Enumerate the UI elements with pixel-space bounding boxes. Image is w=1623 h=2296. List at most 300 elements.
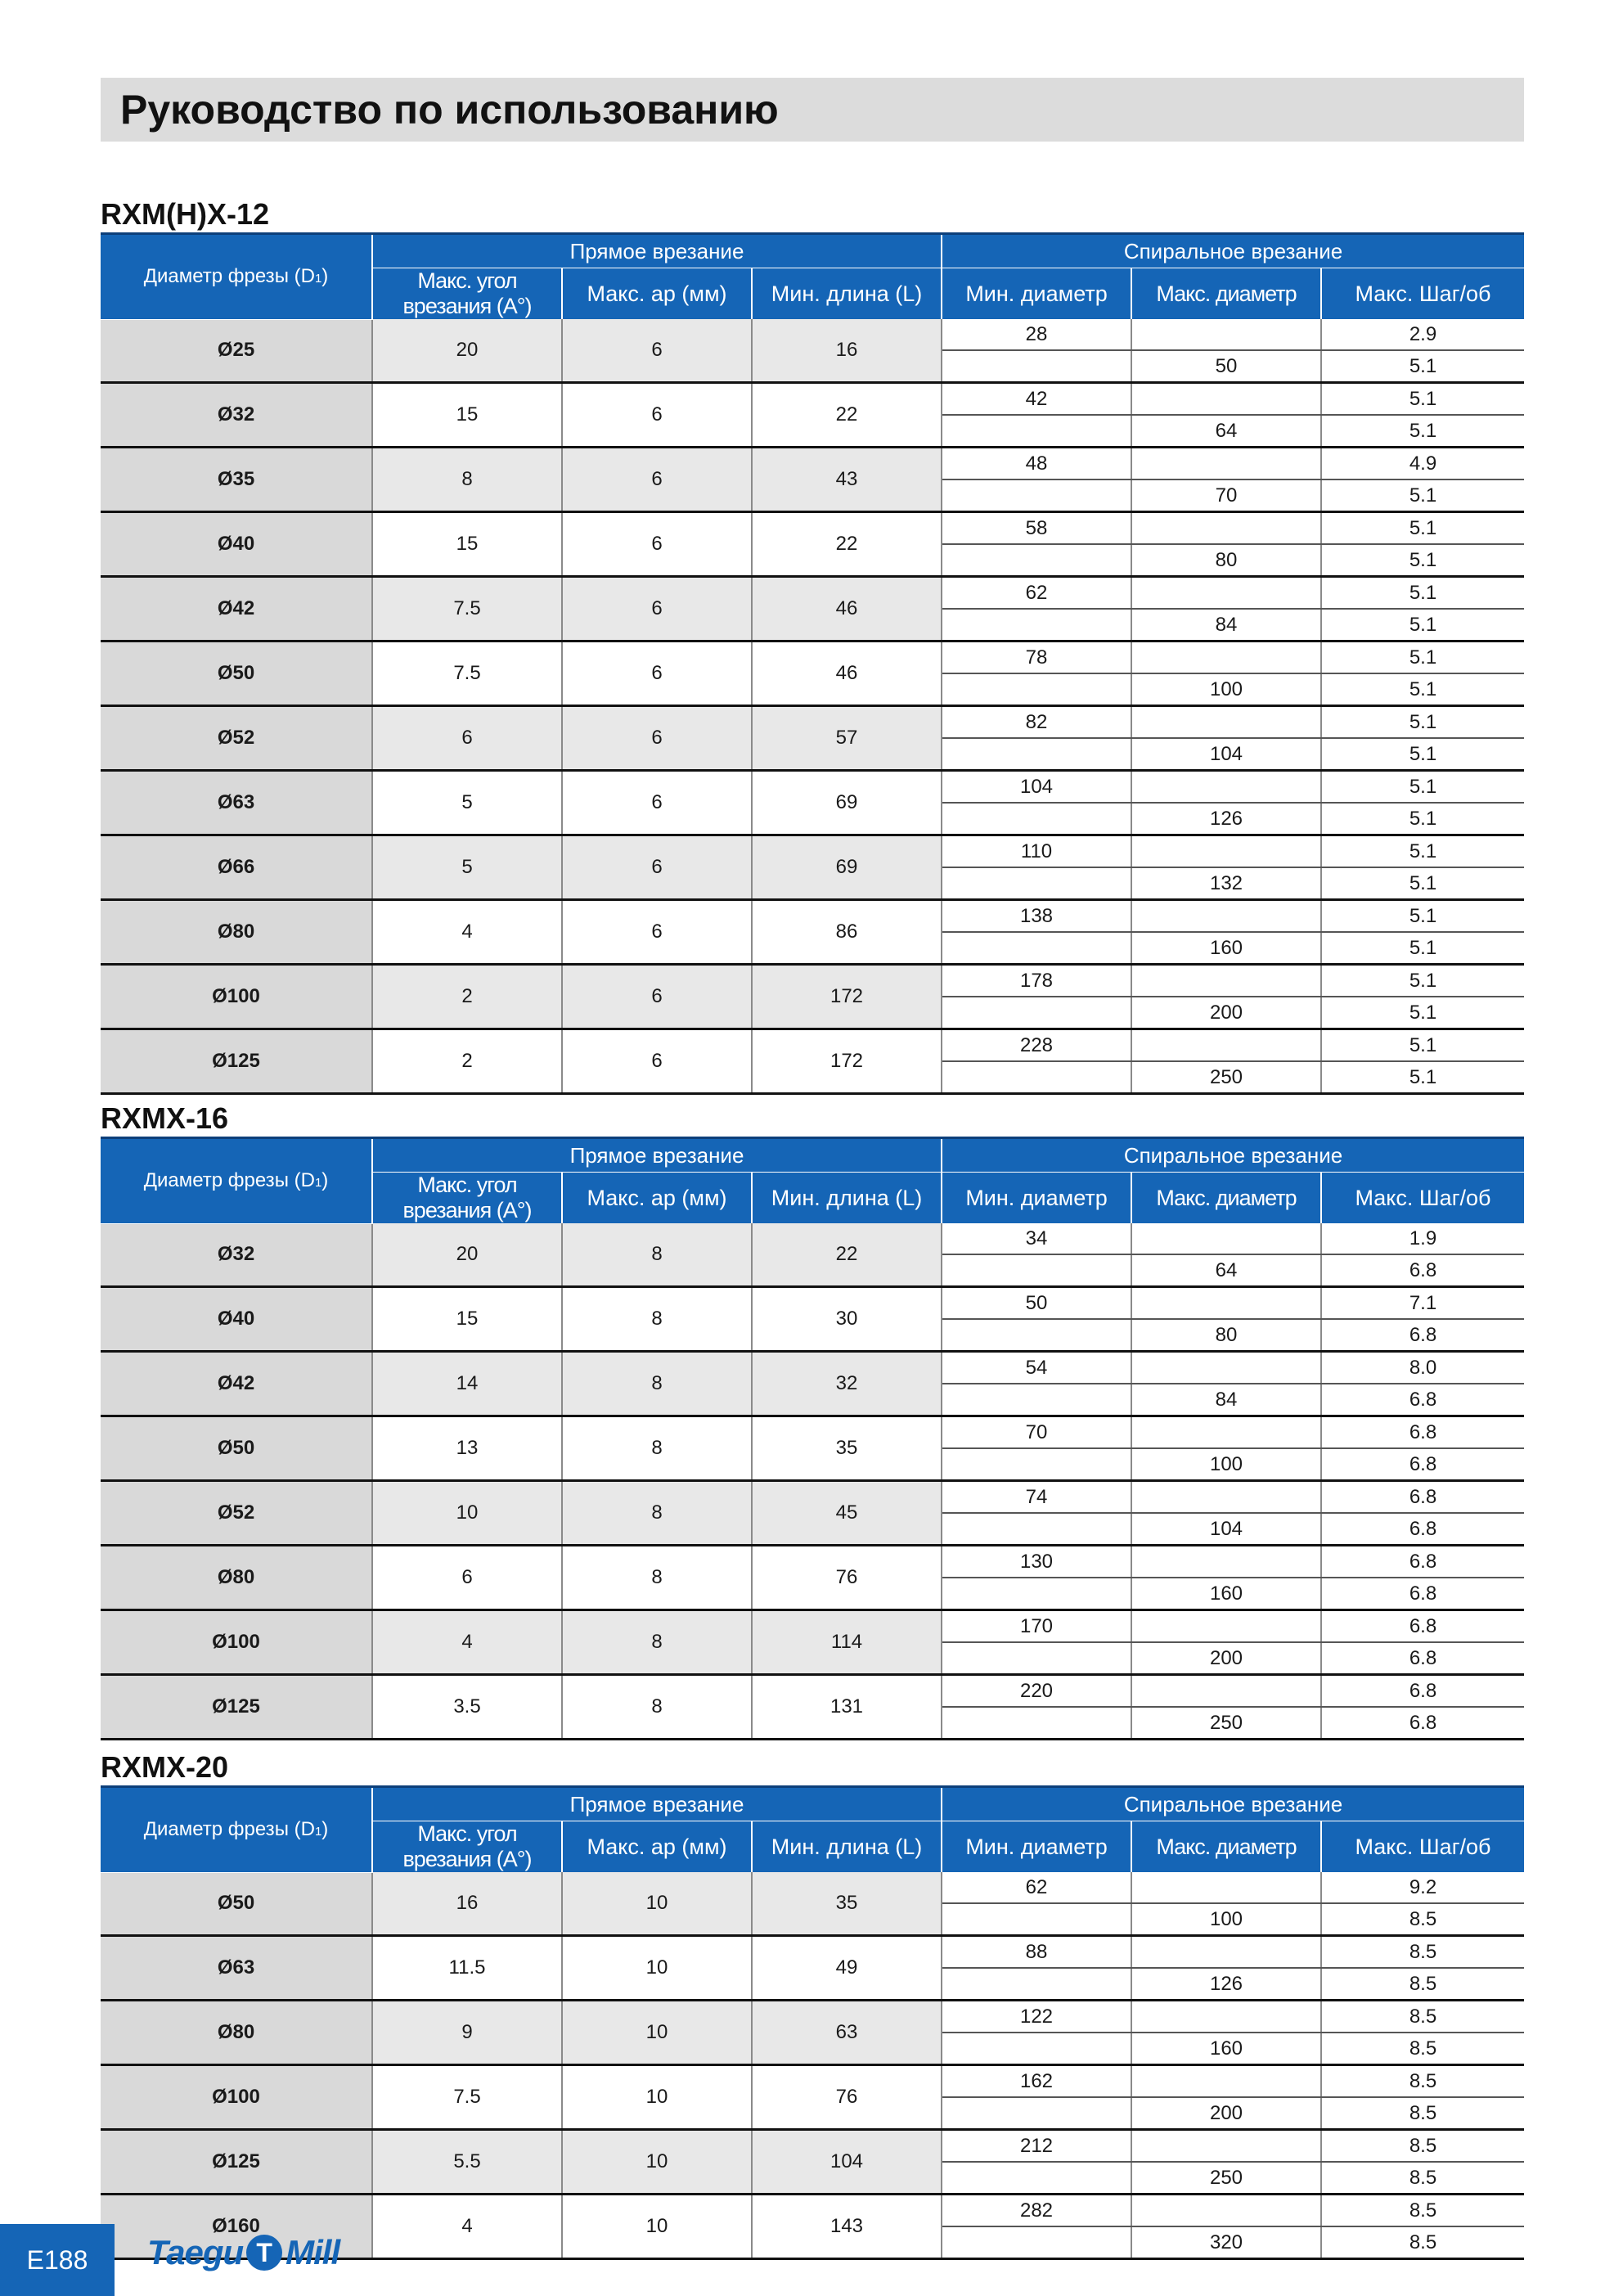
cell-max-angle: 15 <box>372 1287 562 1352</box>
cell-cutter-diameter: Ø50 <box>101 1416 372 1481</box>
cell-pitch-min: 8.5 <box>1321 2130 1524 2163</box>
cell-empty <box>1131 2130 1321 2163</box>
section-title: RXM(H)X-12 <box>101 197 270 231</box>
header-min-length: Мин. длина (L) <box>752 1173 942 1224</box>
cell-min-length: 45 <box>752 1481 942 1546</box>
cell-empty <box>942 997 1131 1029</box>
cell-pitch-max: 5.1 <box>1321 673 1524 706</box>
cell-empty <box>942 2226 1131 2259</box>
header-max-diameter: Макс. диаметр <box>1131 1173 1321 1224</box>
cell-min-diameter: 104 <box>942 771 1131 804</box>
cell-min-length: 63 <box>752 2001 942 2065</box>
cell-pitch-min: 8.5 <box>1321 2001 1524 2033</box>
cell-pitch-min: 6.8 <box>1321 1610 1524 1643</box>
header-max-pitch: Макс. Шаг/об <box>1321 1173 1524 1224</box>
cell-max-ap: 10 <box>562 2001 752 2065</box>
header-max-angle: Макс. угол врезания (A°) <box>372 1173 562 1224</box>
cell-empty <box>1131 1610 1321 1643</box>
cell-cutter-diameter: Ø52 <box>101 1481 372 1546</box>
cell-empty <box>1131 1029 1321 1062</box>
cell-min-length: 69 <box>752 771 942 835</box>
cell-min-diameter: 220 <box>942 1675 1131 1708</box>
cell-empty <box>942 415 1131 448</box>
cell-max-ap: 6 <box>562 383 752 448</box>
cell-cutter-diameter: Ø80 <box>101 1546 372 1610</box>
cell-cutter-diameter: Ø32 <box>101 383 372 448</box>
cell-min-diameter: 78 <box>942 642 1131 674</box>
table-row <box>101 1029 1524 1062</box>
cell-cutter-diameter: Ø63 <box>101 771 372 835</box>
cell-pitch-max: 8.5 <box>1321 1903 1524 1936</box>
cell-pitch-max: 5.1 <box>1321 544 1524 577</box>
cell-min-diameter: 54 <box>942 1352 1131 1384</box>
cell-max-ap: 6 <box>562 900 752 965</box>
cell-min-length: 35 <box>752 1416 942 1481</box>
cell-max-angle: 4 <box>372 2195 562 2259</box>
header-diameter-subscript: 1 <box>314 272 322 286</box>
cell-min-length: 143 <box>752 2195 942 2259</box>
cell-cutter-diameter: Ø40 <box>101 1287 372 1352</box>
cell-empty <box>1131 2065 1321 2098</box>
cell-max-angle: 11.5 <box>372 1936 562 2001</box>
cell-cutter-diameter: Ø63 <box>101 1936 372 2001</box>
cell-cutter-diameter: Ø50 <box>101 642 372 706</box>
header-spiral-plunge: Спиральное врезание <box>942 1787 1524 1821</box>
section-rxmx-16 <box>101 1101 1524 1740</box>
cell-max-diameter: 104 <box>1131 1513 1321 1546</box>
cell-cutter-diameter: Ø100 <box>101 2065 372 2130</box>
table-row <box>101 1546 1524 1578</box>
cell-empty <box>942 479 1131 512</box>
cell-max-diameter: 160 <box>1131 2033 1321 2065</box>
cell-empty <box>942 867 1131 900</box>
table-row <box>101 1610 1524 1643</box>
table-row <box>101 900 1524 933</box>
cell-empty <box>942 2162 1131 2195</box>
cell-max-angle: 16 <box>372 1872 562 1936</box>
cell-cutter-diameter: Ø125 <box>101 2130 372 2195</box>
cell-pitch-min: 5.1 <box>1321 1029 1524 1062</box>
cell-max-diameter: 100 <box>1131 1448 1321 1481</box>
cell-max-angle: 9 <box>372 2001 562 2065</box>
cell-empty <box>1131 1872 1321 1903</box>
cell-max-diameter: 320 <box>1131 2226 1321 2259</box>
header-diameter-close: ) <box>321 1818 329 1841</box>
cell-empty <box>942 1707 1131 1740</box>
cell-max-ap: 8 <box>562 1610 752 1675</box>
cell-min-length: 172 <box>752 965 942 1029</box>
table-row <box>101 1675 1524 1708</box>
cell-empty <box>1131 642 1321 674</box>
cell-min-diameter: 34 <box>942 1223 1131 1254</box>
cell-max-angle: 6 <box>372 1546 562 1610</box>
cell-pitch-min: 8.5 <box>1321 1936 1524 1969</box>
table-row <box>101 965 1524 997</box>
cell-max-diameter: 200 <box>1131 997 1321 1029</box>
cell-pitch-min: 5.1 <box>1321 771 1524 804</box>
cell-min-diameter: 170 <box>942 1610 1131 1643</box>
cell-empty <box>1131 577 1321 610</box>
cell-max-ap: 6 <box>562 448 752 512</box>
cell-min-diameter: 28 <box>942 319 1131 350</box>
cell-max-ap: 6 <box>562 512 752 577</box>
cell-empty <box>1131 383 1321 416</box>
cell-max-ap: 10 <box>562 2130 752 2195</box>
cell-max-angle: 6 <box>372 706 562 771</box>
table-row <box>101 2195 1524 2227</box>
cell-cutter-diameter: Ø100 <box>101 965 372 1029</box>
cell-max-ap: 8 <box>562 1352 752 1416</box>
cell-pitch-max: 5.1 <box>1321 609 1524 642</box>
cell-pitch-min: 6.8 <box>1321 1416 1524 1449</box>
header-straight-plunge: Прямое врезание <box>372 1138 942 1173</box>
cell-empty <box>1131 1416 1321 1449</box>
cell-min-diameter: 74 <box>942 1481 1131 1514</box>
cell-empty <box>942 2033 1131 2065</box>
cell-max-ap: 8 <box>562 1481 752 1546</box>
cell-empty <box>942 1254 1131 1287</box>
cell-min-diameter: 48 <box>942 448 1131 480</box>
cell-min-length: 22 <box>752 1223 942 1287</box>
cell-min-length: 22 <box>752 383 942 448</box>
header-max-ap: Макс. ap (мм) <box>562 1821 752 1873</box>
cell-cutter-diameter: Ø42 <box>101 1352 372 1416</box>
cell-pitch-max: 5.1 <box>1321 932 1524 965</box>
cell-pitch-min: 9.2 <box>1321 1872 1524 1903</box>
cell-max-diameter: 64 <box>1131 1254 1321 1287</box>
table-row <box>101 1872 1524 1903</box>
cell-min-length: 46 <box>752 642 942 706</box>
cell-pitch-max: 5.1 <box>1321 1061 1524 1094</box>
cell-max-ap: 6 <box>562 771 752 835</box>
cell-max-diameter: 126 <box>1131 803 1321 835</box>
cell-pitch-max: 5.1 <box>1321 479 1524 512</box>
cell-cutter-diameter: Ø125 <box>101 1675 372 1740</box>
cell-pitch-min: 5.1 <box>1321 577 1524 610</box>
cell-min-diameter: 228 <box>942 1029 1131 1062</box>
cell-cutter-diameter: Ø125 <box>101 1029 372 1094</box>
cell-min-length: 86 <box>752 900 942 965</box>
cell-min-diameter: 50 <box>942 1287 1131 1320</box>
cell-empty <box>942 738 1131 771</box>
cell-min-diameter: 58 <box>942 512 1131 545</box>
cell-max-ap: 8 <box>562 1546 752 1610</box>
cell-max-angle: 15 <box>372 383 562 448</box>
table-row <box>101 1352 1524 1384</box>
cell-min-length: 114 <box>752 1610 942 1675</box>
cell-empty <box>1131 1352 1321 1384</box>
header-spiral-plunge: Спиральное врезание <box>942 234 1524 268</box>
header-max-angle: Макс. угол врезания (A°) <box>372 268 562 320</box>
cell-pitch-max: 5.1 <box>1321 867 1524 900</box>
cell-min-length: 46 <box>752 577 942 642</box>
cell-empty <box>942 932 1131 965</box>
cell-empty <box>1131 448 1321 480</box>
header-min-length: Мин. длина (L) <box>752 1821 942 1873</box>
cell-max-diameter: 200 <box>1131 2097 1321 2130</box>
cell-empty <box>1131 1287 1321 1320</box>
cell-max-ap: 6 <box>562 577 752 642</box>
header-straight-plunge: Прямое врезание <box>372 234 942 268</box>
cell-pitch-min: 5.1 <box>1321 512 1524 545</box>
brand-logo <box>147 2232 339 2273</box>
cell-empty <box>1131 1223 1321 1254</box>
cell-pitch-max: 8.5 <box>1321 2097 1524 2130</box>
cell-empty <box>1131 1481 1321 1514</box>
cell-pitch-max: 5.1 <box>1321 997 1524 1029</box>
cell-max-diameter: 160 <box>1131 932 1321 965</box>
page-title-bar <box>101 78 1524 142</box>
cell-max-angle: 5 <box>372 771 562 835</box>
spec-table <box>101 1137 1524 1740</box>
header-min-length: Мин. длина (L) <box>752 268 942 320</box>
cell-empty <box>1131 965 1321 997</box>
cell-min-diameter: 62 <box>942 1872 1131 1903</box>
cell-min-length: 57 <box>752 706 942 771</box>
cell-empty <box>942 544 1131 577</box>
cell-empty <box>1131 771 1321 804</box>
cell-max-ap: 6 <box>562 965 752 1029</box>
cell-min-length: 32 <box>752 1352 942 1416</box>
cell-pitch-max: 8.5 <box>1321 2033 1524 2065</box>
cell-min-diameter: 122 <box>942 2001 1131 2033</box>
cell-max-angle: 7.5 <box>372 577 562 642</box>
cell-max-ap: 10 <box>562 2065 752 2130</box>
table-row <box>101 1223 1524 1254</box>
brand-logo-mark: T <box>246 2235 282 2271</box>
header-diameter-label: Диаметр фрезы (D <box>143 1169 315 1192</box>
cell-empty <box>942 1448 1131 1481</box>
brand-logo-right: Mill <box>285 2233 340 2271</box>
cell-max-angle: 20 <box>372 319 562 383</box>
cell-max-diameter: 70 <box>1131 479 1321 512</box>
cell-empty <box>942 1968 1131 2001</box>
cell-max-angle: 14 <box>372 1352 562 1416</box>
cell-min-diameter: 162 <box>942 2065 1131 2098</box>
cell-pitch-min: 7.1 <box>1321 1287 1524 1320</box>
cell-cutter-diameter: Ø100 <box>101 1610 372 1675</box>
header-diameter-subscript: 1 <box>314 1825 322 1839</box>
cell-max-diameter: 100 <box>1131 1903 1321 1936</box>
header-diameter-subscript: 1 <box>314 1176 322 1191</box>
cell-max-ap: 8 <box>562 1287 752 1352</box>
table-row <box>101 577 1524 610</box>
cell-min-length: 30 <box>752 1287 942 1352</box>
cell-max-diameter: 50 <box>1131 350 1321 383</box>
header-min-diameter: Мин. диаметр <box>942 268 1131 320</box>
cell-pitch-max: 6.8 <box>1321 1254 1524 1287</box>
header-max-ap: Макс. ap (мм) <box>562 268 752 320</box>
cell-min-length: 131 <box>752 1675 942 1740</box>
cell-empty <box>1131 512 1321 545</box>
cell-max-diameter: 100 <box>1131 673 1321 706</box>
cell-empty <box>1131 1546 1321 1578</box>
header-max-pitch: Макс. Шаг/об <box>1321 1821 1524 1873</box>
section-title: RXMX-16 <box>101 1101 229 1135</box>
cell-max-diameter: 64 <box>1131 415 1321 448</box>
cell-pitch-max: 6.8 <box>1321 1448 1524 1481</box>
header-diameter-label: Диаметр фрезы (D <box>143 1818 315 1841</box>
cell-min-diameter: 82 <box>942 706 1131 739</box>
cell-empty <box>1131 1675 1321 1708</box>
cell-min-diameter: 42 <box>942 383 1131 416</box>
cell-max-ap: 10 <box>562 1872 752 1936</box>
header-diameter-close: ) <box>321 1169 329 1192</box>
cell-pitch-max: 6.8 <box>1321 1642 1524 1675</box>
cell-max-diameter: 132 <box>1131 867 1321 900</box>
cell-pitch-max: 5.1 <box>1321 803 1524 835</box>
cell-max-angle: 4 <box>372 1610 562 1675</box>
header-diameter-label: Диаметр фрезы (D <box>143 265 315 288</box>
cell-max-diameter: 250 <box>1131 1061 1321 1094</box>
cell-cutter-diameter: Ø80 <box>101 900 372 965</box>
cell-max-angle: 13 <box>372 1416 562 1481</box>
cell-cutter-diameter: Ø50 <box>101 1872 372 1936</box>
cell-max-angle: 15 <box>372 512 562 577</box>
cell-pitch-min: 8.5 <box>1321 2065 1524 2098</box>
cell-pitch-min: 8.5 <box>1321 2195 1524 2227</box>
cell-min-length: 104 <box>752 2130 942 2195</box>
table-row <box>101 1287 1524 1320</box>
spec-table <box>101 232 1524 1095</box>
cell-max-angle: 5.5 <box>372 2130 562 2195</box>
table-row <box>101 1936 1524 1969</box>
cell-max-ap: 6 <box>562 642 752 706</box>
cell-cutter-diameter: Ø52 <box>101 706 372 771</box>
cell-min-diameter: 138 <box>942 900 1131 933</box>
header-diameter <box>101 234 372 320</box>
cell-min-diameter: 110 <box>942 835 1131 868</box>
cell-empty <box>942 803 1131 835</box>
cell-max-angle: 4 <box>372 900 562 965</box>
cell-max-ap: 10 <box>562 2195 752 2259</box>
cell-pitch-min: 5.1 <box>1321 706 1524 739</box>
cell-max-angle: 8 <box>372 448 562 512</box>
cell-pitch-max: 5.1 <box>1321 415 1524 448</box>
table-row <box>101 2001 1524 2033</box>
table-row <box>101 835 1524 868</box>
cell-empty <box>1131 319 1321 350</box>
cell-empty <box>1131 2195 1321 2227</box>
cell-pitch-max: 6.8 <box>1321 1319 1524 1352</box>
cell-max-diameter: 250 <box>1131 1707 1321 1740</box>
cell-min-diameter: 70 <box>942 1416 1131 1449</box>
cell-max-diameter: 84 <box>1131 609 1321 642</box>
header-straight-plunge: Прямое врезание <box>372 1787 942 1821</box>
cell-pitch-min: 8.0 <box>1321 1352 1524 1384</box>
cell-pitch-max: 5.1 <box>1321 350 1524 383</box>
table-row <box>101 642 1524 674</box>
cell-max-angle: 2 <box>372 1029 562 1094</box>
cell-max-ap: 6 <box>562 1029 752 1094</box>
cell-pitch-max: 6.8 <box>1321 1707 1524 1740</box>
cell-min-length: 69 <box>752 835 942 900</box>
cell-cutter-diameter: Ø42 <box>101 577 372 642</box>
cell-pitch-min: 6.8 <box>1321 1675 1524 1708</box>
cell-max-angle: 7.5 <box>372 642 562 706</box>
cell-cutter-diameter: Ø160 <box>101 2195 372 2259</box>
cell-empty <box>1131 1936 1321 1969</box>
cell-min-length: 43 <box>752 448 942 512</box>
cell-pitch-min: 2.9 <box>1321 319 1524 350</box>
cell-min-length: 76 <box>752 2065 942 2130</box>
cell-cutter-diameter: Ø35 <box>101 448 372 512</box>
cell-pitch-max: 8.5 <box>1321 2162 1524 2195</box>
cell-pitch-min: 5.1 <box>1321 642 1524 674</box>
header-max-diameter: Макс. диаметр <box>1131 1821 1321 1873</box>
cell-min-diameter: 282 <box>942 2195 1131 2227</box>
cell-empty <box>942 1319 1131 1352</box>
cell-max-ap: 8 <box>562 1675 752 1740</box>
header-diameter <box>101 1787 372 1873</box>
cell-empty <box>1131 900 1321 933</box>
cell-min-diameter: 88 <box>942 1936 1131 1969</box>
cell-max-angle: 5 <box>372 835 562 900</box>
cell-max-diameter: 80 <box>1131 544 1321 577</box>
cell-max-angle: 3.5 <box>372 1675 562 1740</box>
cell-max-diameter: 250 <box>1131 2162 1321 2195</box>
cell-cutter-diameter: Ø25 <box>101 319 372 383</box>
cell-pitch-min: 1.9 <box>1321 1223 1524 1254</box>
section-title: RXMX-20 <box>101 1750 229 1784</box>
cell-cutter-diameter: Ø80 <box>101 2001 372 2065</box>
cell-pitch-min: 6.8 <box>1321 1546 1524 1578</box>
cell-max-diameter: 84 <box>1131 1384 1321 1416</box>
header-diameter-close: ) <box>321 265 329 288</box>
header-max-diameter: Макс. диаметр <box>1131 268 1321 320</box>
cell-max-angle: 7.5 <box>372 2065 562 2130</box>
header-spiral-plunge: Спиральное врезание <box>942 1138 1524 1173</box>
header-max-ap: Макс. ap (мм) <box>562 1173 752 1224</box>
table-row <box>101 1481 1524 1514</box>
cell-max-ap: 8 <box>562 1416 752 1481</box>
cell-min-diameter: 62 <box>942 577 1131 610</box>
cell-pitch-min: 4.9 <box>1321 448 1524 480</box>
header-min-diameter: Мин. диаметр <box>942 1173 1131 1224</box>
brand-logo-left: Taegu <box>147 2233 244 2271</box>
table-row <box>101 1416 1524 1449</box>
cell-min-diameter: 212 <box>942 2130 1131 2163</box>
table-row <box>101 512 1524 545</box>
page-number: E188 <box>0 2224 115 2296</box>
table-row <box>101 2130 1524 2163</box>
cell-empty <box>942 1903 1131 1936</box>
cell-empty <box>942 609 1131 642</box>
cell-empty <box>942 1513 1131 1546</box>
cell-min-diameter: 130 <box>942 1546 1131 1578</box>
cell-min-diameter: 178 <box>942 965 1131 997</box>
cell-cutter-diameter: Ø32 <box>101 1223 372 1287</box>
cell-max-ap: 6 <box>562 706 752 771</box>
cell-empty <box>942 673 1131 706</box>
table-row <box>101 771 1524 804</box>
cell-empty <box>942 1384 1131 1416</box>
header-min-diameter: Мин. диаметр <box>942 1821 1131 1873</box>
table-row <box>101 706 1524 739</box>
cell-min-length: 76 <box>752 1546 942 1610</box>
table-row <box>101 319 1524 350</box>
cell-max-diameter: 80 <box>1131 1319 1321 1352</box>
cell-max-ap: 6 <box>562 835 752 900</box>
cell-min-length: 172 <box>752 1029 942 1094</box>
cell-max-angle: 10 <box>372 1481 562 1546</box>
cell-max-ap: 6 <box>562 319 752 383</box>
cell-pitch-max: 5.1 <box>1321 738 1524 771</box>
cell-empty <box>1131 2001 1321 2033</box>
cell-pitch-max: 6.8 <box>1321 1513 1524 1546</box>
cell-min-length: 35 <box>752 1872 942 1936</box>
spec-table <box>101 1785 1524 2260</box>
